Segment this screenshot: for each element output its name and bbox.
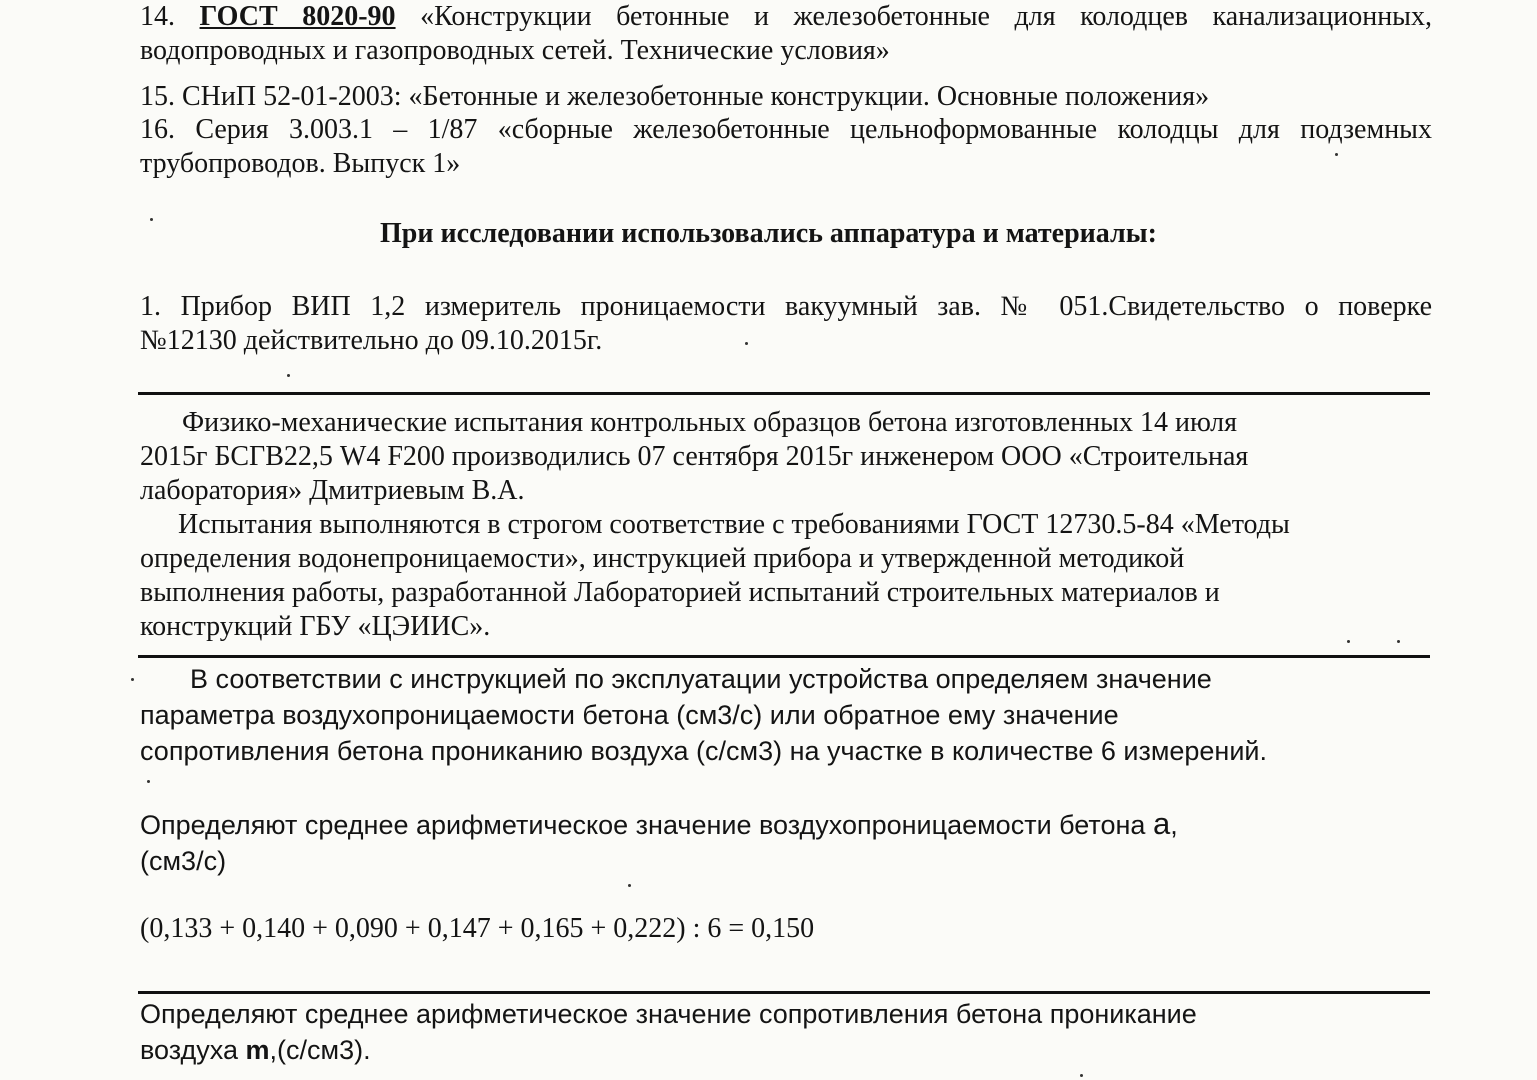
tests-paragraph-2 (140, 508, 1432, 644)
scan-speck (628, 884, 631, 887)
tests-paragraph-1 (140, 406, 1432, 508)
symbol-a: а (1152, 806, 1171, 841)
mean-a-line-1 (140, 806, 1432, 843)
scan-speck (287, 374, 290, 377)
divider-line-2 (138, 655, 1430, 658)
scan-speck (1347, 640, 1350, 643)
scan-speck (131, 678, 134, 681)
mean-m-line-1: Определяют среднее арифметическое значение сопротивления бетона проникание (140, 999, 1197, 1029)
measurement-p1-line-2: параметра воздухопроницаемости бетона (см3/с) или обратное ему значение (140, 700, 1119, 730)
formula-line (140, 912, 1432, 946)
reference-item-14 (140, 0, 1432, 68)
scan-speck (147, 780, 150, 783)
scan-speck (1335, 153, 1338, 156)
tests-p2-line-3: выполнения работы, разработанной Лабораторией испытаний строительных материалов и (140, 577, 1220, 608)
tests-p1-line-2: 2015г БСГВ22,5 W4 F200 производились 07 сентября 2015г инженером ООО «Строительная (140, 441, 1249, 472)
equipment-item-1-line-1: 1. Прибор ВИП 1,2 измеритель проницаемости вакуумный зав. № 051.Свидетельство о поверке (140, 291, 1432, 322)
mean-a-unit: (см3/с) (140, 846, 227, 876)
mean-a-paragraph (140, 806, 1432, 879)
reference-item-16 (140, 113, 1432, 181)
equipment-item-1 (140, 290, 1432, 358)
symbol-m: m (245, 1035, 270, 1065)
reference-14-number: 14. (140, 1, 175, 32)
equipment-item-1-line-2: №12130 действительно до 09.10.2015г. (140, 325, 603, 356)
reference-15-text: 15. СНиП 52-01-2003: «Бетонные и железобетонные конструкции. Основные положения» (140, 81, 1210, 112)
reference-14-line-1 (140, 0, 1432, 34)
mean-m-paragraph (140, 996, 1432, 1068)
reference-16-line-2: трубопроводов. Выпуск 1» (140, 148, 461, 179)
scan-speck (1080, 1074, 1083, 1077)
mean-m-line-2 (140, 1032, 1432, 1068)
tests-p2-line-1: Испытания выполняются в строгом соответствие с требованиями ГОСТ 12730.5-84 «Методы (178, 509, 1290, 540)
mean-a-text: Определяют среднее арифметическое значение воздухопроницаемости бетона (140, 810, 1153, 840)
equipment-heading: При исследовании использовались аппаратура и материалы: (380, 218, 1157, 249)
reference-14-line-2: водопроводных и газопроводных сетей. Технические условия» (140, 35, 890, 66)
mean-m-tail: ,(с/см3). (269, 1035, 371, 1065)
mean-m-text: воздуха (140, 1035, 246, 1065)
tests-p2-line-4: конструкций ГБУ «ЦЭИИС». (140, 611, 491, 642)
scan-speck (745, 342, 748, 345)
reference-item-15 (140, 80, 1432, 114)
measurement-paragraph-1 (140, 661, 1432, 769)
tests-p2-line-2: определения водонепроницаемости», инструкцией прибора и утвержденной методикой (140, 543, 1185, 574)
reference-16-line-1: 16. Серия 3.003.1 – 1/87 «сборные железобетонные цельноформованные колодцы для подземных (140, 114, 1432, 145)
divider-line-1 (138, 392, 1430, 395)
gost-8020-90-link: ГОСТ 8020-90 (199, 1, 396, 32)
reference-14-title: «Конструкции бетонные и железобетонные для колодцев канализационных, (420, 1, 1432, 32)
mean-a-formula: (0,133 + 0,140 + 0,090 + 0,147 + 0,165 + 0,222) : 6 = 0,150 (140, 913, 815, 944)
scan-speck (150, 218, 153, 221)
scan-speck (1397, 640, 1400, 643)
tests-p1-line-3: лаборатория» Дмитриевым В.А. (140, 475, 525, 506)
mean-a-tail: , (1170, 810, 1178, 840)
tests-p1-line-1: Физико-механические испытания контрольных образцов бетона изготовленных 14 июля (182, 407, 1238, 438)
divider-line-3 (138, 991, 1430, 994)
measurement-p1-line-3: сопротивления бетона прониканию воздуха (с/см3) на участке в количестве 6 измерений. (140, 736, 1268, 766)
measurement-p1-line-1: В соответствии с инструкцией по эксплуатации устройства определяем значение (190, 664, 1212, 694)
